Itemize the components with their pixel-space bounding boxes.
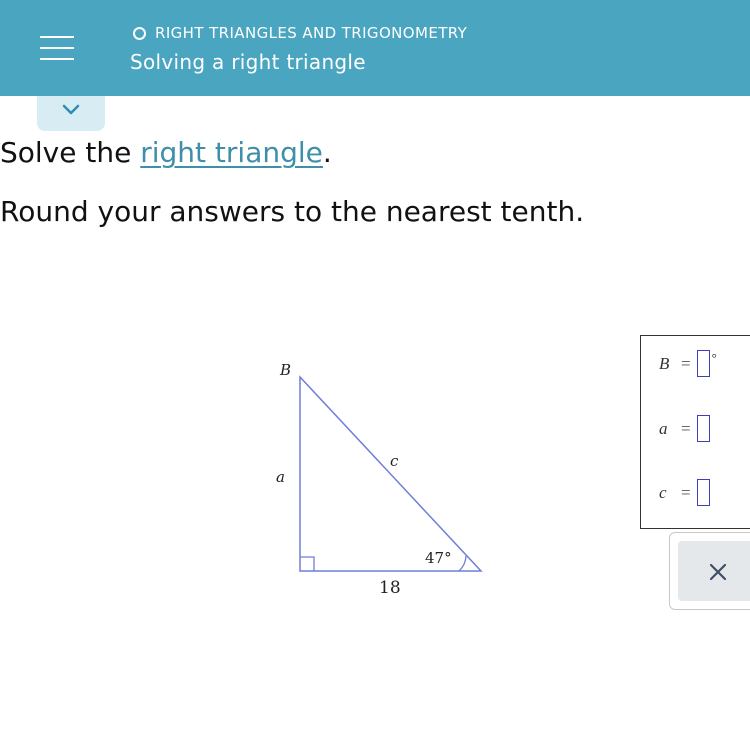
answer-row-b bbox=[659, 350, 717, 377]
keypad-panel bbox=[669, 532, 750, 610]
rounding-instruction: Round your answers to the nearest tenth. bbox=[0, 195, 585, 228]
answer-input-a[interactable] bbox=[697, 415, 710, 442]
base-label: 18 bbox=[379, 578, 401, 598]
side-label-a: a bbox=[276, 468, 285, 486]
equals-sign: = bbox=[681, 418, 691, 438]
close-icon bbox=[708, 562, 728, 582]
right-triangle-link[interactable]: right triangle bbox=[140, 136, 323, 169]
header-bar bbox=[0, 0, 750, 96]
answer-panel bbox=[640, 335, 750, 529]
side-label-c: c bbox=[390, 452, 399, 470]
answer-var-b: B bbox=[659, 353, 670, 373]
equals-sign: = bbox=[681, 482, 691, 502]
chevron-down-icon bbox=[62, 104, 80, 116]
equals-sign: = bbox=[681, 353, 691, 373]
answer-input-c[interactable] bbox=[697, 479, 710, 506]
answer-input-b[interactable] bbox=[697, 350, 710, 377]
triangle-figure bbox=[260, 350, 500, 610]
instruction-suffix: . bbox=[322, 136, 332, 169]
topic-label: RIGHT TRIANGLES AND TRIGONOMETRY bbox=[155, 24, 468, 42]
angle-label: 47° bbox=[425, 549, 452, 567]
right-angle-marker bbox=[300, 557, 314, 571]
lesson-title: Solving a right triangle bbox=[130, 50, 366, 74]
triangle-shape bbox=[300, 377, 481, 571]
topic-row bbox=[133, 24, 467, 42]
answer-var-a: a bbox=[659, 418, 668, 438]
hamburger-menu-icon[interactable] bbox=[40, 33, 74, 63]
collapse-toggle-button[interactable] bbox=[37, 96, 105, 131]
close-button[interactable] bbox=[678, 541, 750, 601]
answer-row-c bbox=[659, 479, 710, 506]
degree-unit: ° bbox=[711, 349, 717, 365]
vertex-label-b: B bbox=[280, 361, 292, 379]
topic-circle-icon bbox=[133, 27, 146, 40]
instruction-prefix: Solve the bbox=[0, 136, 141, 169]
angle-arc bbox=[459, 556, 466, 571]
problem-instruction bbox=[0, 136, 332, 169]
answer-row-a bbox=[659, 415, 710, 442]
answer-var-c: c bbox=[659, 482, 667, 502]
